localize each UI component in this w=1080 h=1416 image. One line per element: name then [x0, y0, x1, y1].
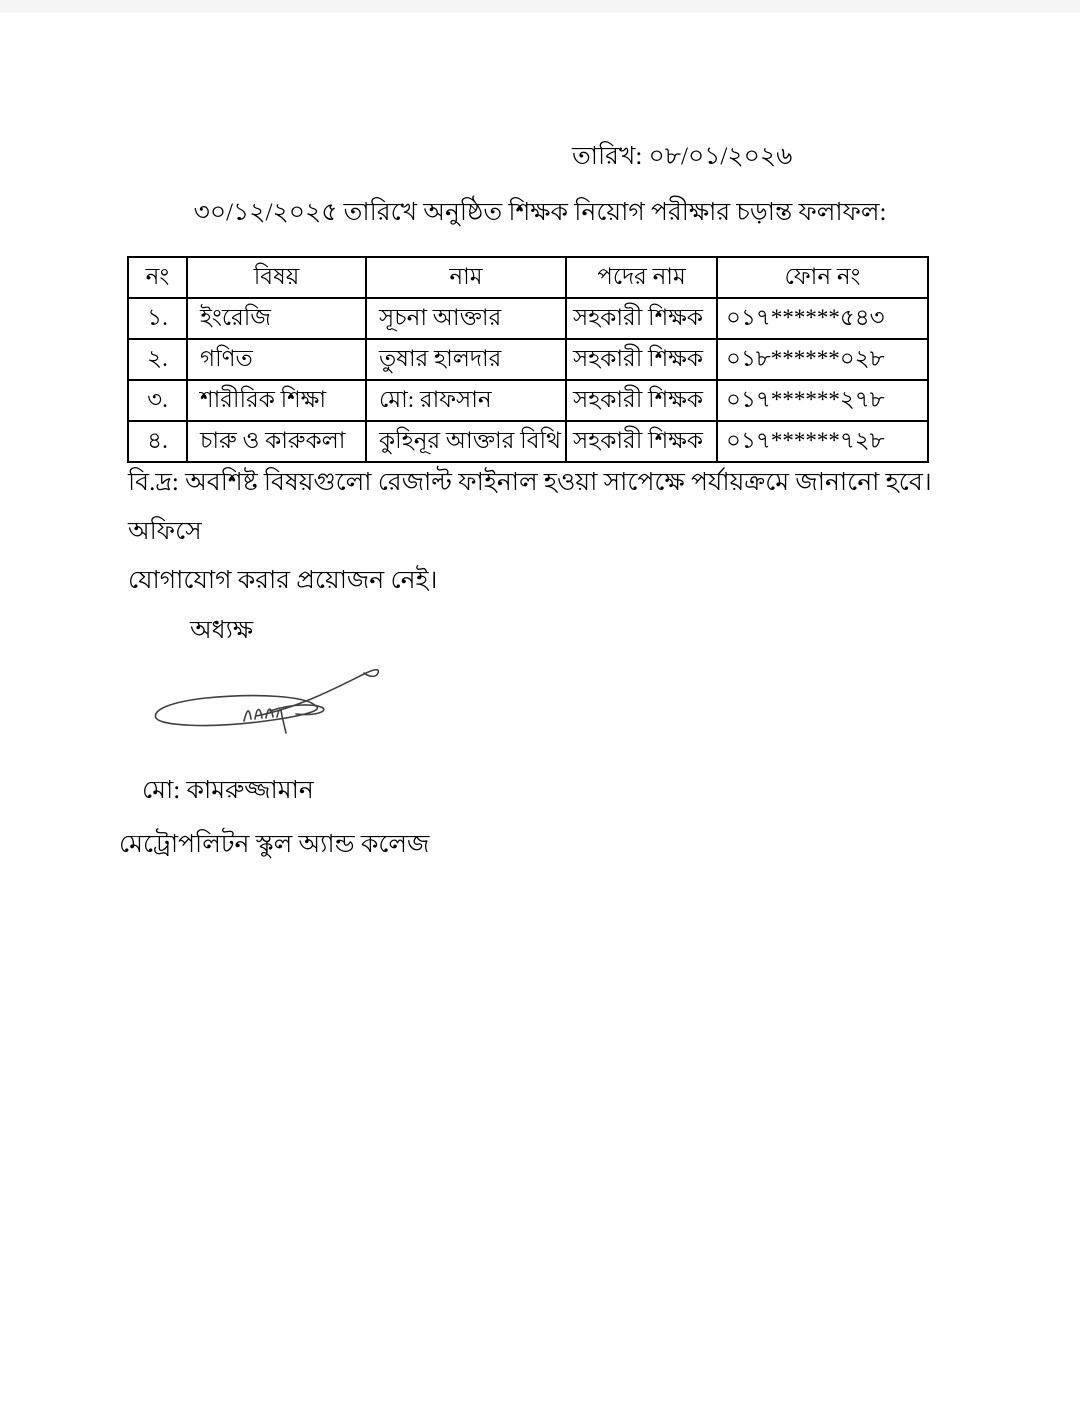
results-table-body	[128, 298, 928, 462]
table-cell: সহকারী শিক্ষক	[566, 421, 717, 462]
table-cell: তুষার হালদার	[366, 339, 566, 380]
top-gray-strip	[0, 0, 1080, 13]
table-cell: ইংরেজি	[187, 298, 366, 339]
table-cell: সহকারী শিক্ষক	[566, 380, 717, 421]
table-cell: ৩.	[128, 380, 187, 421]
results-table	[127, 256, 929, 463]
table-cell: মো: রাফসান	[366, 380, 566, 421]
header-cell: নং	[128, 257, 187, 298]
note-line: যোগাযোগ করার প্রয়োজন নেই।	[128, 567, 438, 594]
signer-name: মো: কামরুজ্জামান	[142, 777, 314, 804]
table-cell: সহকারী শিক্ষক	[566, 339, 717, 380]
table-cell: সহকারী শিক্ষক	[566, 298, 717, 339]
signature-loop	[155, 696, 317, 726]
table-cell: ২.	[128, 339, 187, 380]
table-row	[128, 339, 928, 380]
table-cell: গণিত	[187, 339, 366, 380]
page-title: ৩০/১২/২০২৫ তারিখে অনুষ্ঠিত শিক্ষক নিয়োগ পরীক্ষার চড়ান্ত ফলাফল:	[193, 199, 887, 226]
header-cell: পদের নাম	[566, 257, 717, 298]
note-line: বি.দ্র: অবশিষ্ট বিষয়গুলো রেজাল্ট ফাইনাল হওয়া সাপেক্ষে পর্যায়ক্রমে জানানো হবে। অফিসে	[128, 469, 932, 545]
signer-designation: অধ্যক্ষ	[190, 617, 254, 644]
table-cell: ৪.	[128, 421, 187, 462]
header-cell: বিষয়	[187, 257, 366, 298]
table-cell: ০১৭******২৭৮	[717, 380, 928, 421]
table-cell: কুহিনূর আক্তার বিথি	[366, 421, 566, 462]
table-cell: ০১৭******৫৪৩	[717, 298, 928, 339]
table-row	[128, 298, 928, 339]
date-line: তারিখ: ০৮/০১/২০২৬	[572, 143, 793, 170]
table-cell: ০১৮******০২৮	[717, 339, 928, 380]
table-row	[128, 421, 928, 462]
institution-name: মেট্রোপলিটন স্কুল অ্যান্ড কলেজ	[119, 831, 430, 858]
header-cell: নাম	[366, 257, 566, 298]
table-cell: চারু ও কারুকলা	[187, 421, 366, 462]
table-cell: সূচনা আক্তার	[366, 298, 566, 339]
table-row	[128, 380, 928, 421]
note-text	[128, 458, 958, 605]
results-table-head	[128, 257, 928, 298]
table-cell: ১.	[128, 298, 187, 339]
table-cell: শারীরিক শিক্ষা	[187, 380, 366, 421]
header-cell: ফোন নং	[717, 257, 928, 298]
signature-image	[148, 660, 386, 740]
table-cell: ০১৭******৭২৮	[717, 421, 928, 462]
table-header-row	[128, 257, 928, 298]
